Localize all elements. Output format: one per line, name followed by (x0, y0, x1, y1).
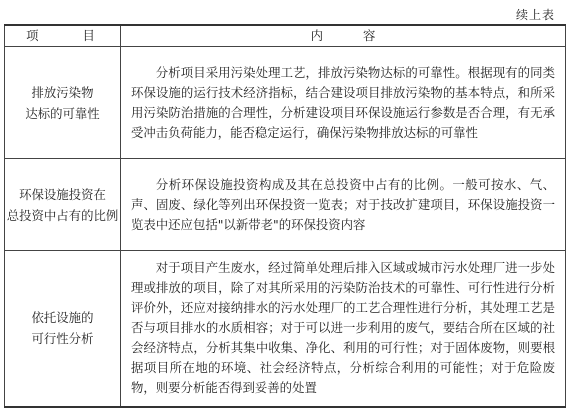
row-item-line: 环保设施投资在 (19, 186, 106, 202)
table-row (5, 251, 566, 407)
content-table (4, 24, 566, 408)
row-item-line: 依托设施的 (31, 310, 94, 326)
row-item (5, 159, 121, 251)
row-item-line: 总投资中占有的比例 (6, 207, 119, 223)
table-row (5, 47, 566, 159)
row-item-line: 排放污染物 (31, 84, 94, 100)
table-row (5, 159, 566, 251)
row-content: 对于项目产生废水，经过简单处理后排入区域或城市污水处理厂进一步处理或排放的项目，除了对其所采用的污染防治技术的可靠性、可行性进行分析评价外，还应对接纳排水的污水处理厂的工艺合理性进行分析，其处理工艺是否与项目排水的水质相容；对于可以进一步利用的废气，要结合所在区域的社会经济特点，分析其集中收集、净化、利用的可行性；对于固体废物，则要根据项目所在地的环境、社会经济特点，分析综合利用的可能性；对于危险废物，则要分析能否得到妥善的处置 (121, 251, 566, 407)
table-header-row (5, 25, 566, 47)
header-item: 项 目 (5, 25, 121, 47)
row-content: 分析环保设施投资构成及其在总投资中占有的比例。一般可按水、气、声、固废、绿化等列出环保投资一览表；对于技改扩建项目，环保设施投资一览表中还应包括"以新带老"的环保投资内容 (121, 159, 566, 251)
row-item-line: 达标的可靠性 (25, 105, 100, 121)
row-content: 分析项目采用污染处理工艺，排放污染物达标的可靠性。根据现有的同类环保设施的运行技术经济指标，结合建设项目排放污染物的基本特点，和所采用污染防治措施的合理性，分析建设项目环保设施运行参数是否合理，有无承受冲击负荷能力，能否稳定运行，确保污染物排放达标的可靠性 (121, 47, 566, 159)
row-item (5, 251, 121, 407)
row-item (5, 47, 121, 159)
continued-label: 续上表 (515, 8, 555, 22)
header-content: 内 容 (121, 25, 566, 47)
row-item-line: 可行性分析 (31, 331, 94, 347)
